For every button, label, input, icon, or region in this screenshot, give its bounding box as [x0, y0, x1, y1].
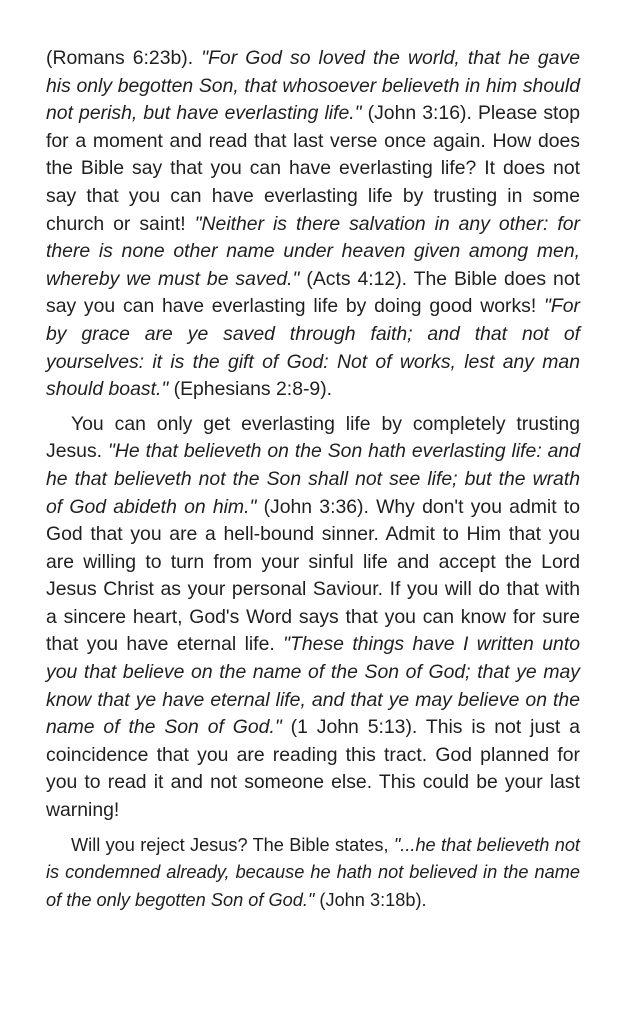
paragraph-2 [46, 411, 580, 825]
text-segment: (Romans 6:23b). [46, 47, 202, 69]
text-segment: (1 John 5:13). This is not just a coincidence that you are reading this tract. God planned for you to read it and not someone else. This could be your last warning! [46, 716, 581, 822]
scripture-quote: "He that believeth on the Son hath everlasting life: and he that believeth not the Son shall not see life; but the wrath of God abideth on him." [46, 440, 580, 518]
text-segment: (John 3:18b). [314, 889, 427, 910]
text-segment: (Acts 4:12). The Bible does not say you can have everlasting life by doing good works! [46, 267, 580, 318]
scripture-quote: "For God so loved the world, that he gave his only begotten Son, that whosoever believeth in him should not perish, but have everlasting life." [46, 47, 580, 125]
scripture-quote: "These things have I written unto you that believe on the name of the Son of God; that ye may know that ye have eternal life, and that ye may believe on the name of the Son of God." [46, 633, 580, 739]
scripture-quote: "...he that believeth not is condemned already, because he hath not believed in the name of the only begotten Son of God." [46, 834, 580, 910]
text-segment: (Ephesians 2:8-9). [168, 378, 333, 401]
text-segment: (John 3:36). Why don't you admit to God that you are a hell-bound sinner. Admit to Him that you are willing to turn from your sinful life and accept the Lord Jesus Christ as your personal Saviour. If you will do that with a sincere heart, God's Word says that you can know for sure that you have eternal life. [46, 495, 580, 656]
scripture-quote: "For by grace are ye saved through faith; and that not of yourselves: it is the gift of God: Not of works, lest any man should boast." [46, 295, 580, 401]
text-segment: (John 3:16). Please stop for a moment and read that last verse once again. How does the Bible say that you can have everlasting life? It does not say that you can have everlasting life by trusting in some church or saint! [46, 102, 580, 235]
tract-page [46, 45, 580, 921]
text-segment: You can only get everlasting life by completely trusting Jesus. [46, 412, 580, 463]
paragraph-3 [46, 832, 580, 915]
text-segment: Will you reject Jesus? The Bible states, [71, 834, 394, 855]
paragraph-1 [46, 45, 580, 404]
scripture-quote: "Neither is there salvation in any other: for there is none other name under heaven given among men, whereby we must be saved." [46, 212, 581, 290]
